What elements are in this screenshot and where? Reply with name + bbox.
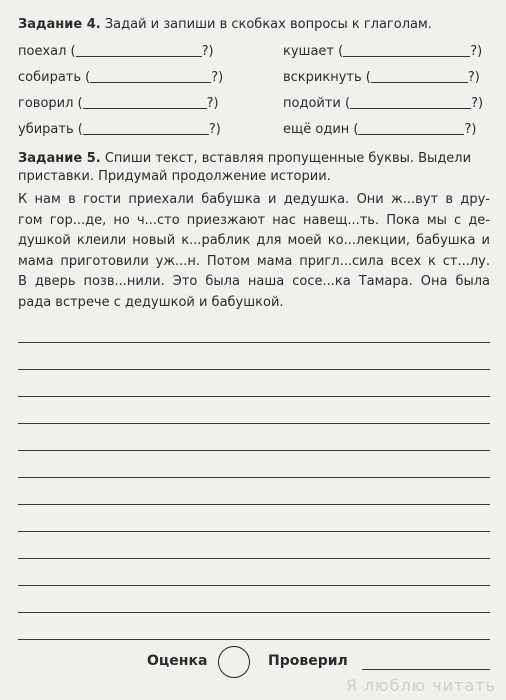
verb-label: ещё один ( xyxy=(283,122,359,137)
grade-circle[interactable] xyxy=(218,646,250,678)
text-line: рада встрече с дедушкой и бабушкой. xyxy=(18,294,284,310)
text-line: душкой клеили новый к...раблик для моей ко...лекции, бабушка и xyxy=(18,233,490,248)
verb-row xyxy=(18,70,223,86)
answer-blank[interactable] xyxy=(83,122,209,135)
watermark: Я люблю читать xyxy=(345,676,496,695)
writing-line[interactable] xyxy=(18,450,490,451)
writing-line[interactable] xyxy=(18,531,490,532)
verb-label: говорил ( xyxy=(18,96,83,111)
verb-label: убирать ( xyxy=(18,122,83,137)
verb-row xyxy=(283,70,480,86)
answer-blank[interactable] xyxy=(90,70,211,83)
answer-blank[interactable] xyxy=(83,96,207,109)
writing-line[interactable] xyxy=(18,369,490,370)
writing-line[interactable] xyxy=(18,585,490,586)
writing-line[interactable] xyxy=(18,342,490,343)
answer-blank[interactable] xyxy=(371,70,468,83)
answer-blank[interactable] xyxy=(343,44,470,57)
text-line: мама приготовили уж...н. Потом мама пригл...сила всех к ст...лу. xyxy=(18,253,490,269)
verb-row xyxy=(18,122,221,138)
question-suffix: ?) xyxy=(201,44,214,59)
question-suffix: ?) xyxy=(467,70,480,85)
task5-instruction: Спиши текст, вставляя пропущенные буквы. Выдели приставки. Придумай продолжение истории. xyxy=(18,151,472,184)
verb-row xyxy=(283,44,482,60)
verb-row xyxy=(18,44,214,60)
verb-label: кушает ( xyxy=(283,44,344,59)
question-suffix: ?) xyxy=(464,122,477,137)
task5-text xyxy=(18,190,490,313)
task5-heading xyxy=(18,150,490,186)
text-line: В дверь позв...нили. Это была наша сосе...ка Тамара. Она была xyxy=(18,274,490,289)
writing-line[interactable] xyxy=(18,504,490,505)
grade-label: Оценка xyxy=(147,653,208,669)
task4-instruction: Задай и запиши в скобках вопросы к глаголам. xyxy=(104,17,432,32)
writing-line[interactable] xyxy=(18,477,490,478)
verb-row xyxy=(283,96,483,112)
question-suffix: ?) xyxy=(471,96,484,111)
checked-by-line[interactable] xyxy=(362,669,490,670)
task5-title: Задание 5. xyxy=(18,151,101,166)
answer-blank[interactable] xyxy=(358,122,464,135)
question-suffix: ?) xyxy=(211,70,224,85)
verb-row xyxy=(283,122,476,138)
writing-line[interactable] xyxy=(18,612,490,613)
question-suffix: ?) xyxy=(470,44,483,59)
verb-label: поехал ( xyxy=(18,44,76,59)
text-line: К нам в гости приехали бабушка и дедушка. Они ж...вут в дру- xyxy=(18,192,490,207)
text-line: гом гор...де, но ч...сто приезжают нас навещ...ть. Пока мы с де- xyxy=(18,212,490,228)
question-suffix: ?) xyxy=(208,122,221,137)
writing-line[interactable] xyxy=(18,558,490,559)
answer-blank[interactable] xyxy=(350,96,471,109)
writing-line[interactable] xyxy=(18,639,490,640)
answer-blank[interactable] xyxy=(76,44,202,57)
writing-line[interactable] xyxy=(18,396,490,397)
writing-line[interactable] xyxy=(18,423,490,424)
verb-row xyxy=(18,96,219,112)
task4-title: Задание 4. xyxy=(18,17,101,32)
verb-label: собирать ( xyxy=(18,70,91,85)
question-suffix: ?) xyxy=(206,96,219,111)
verb-label: вскрикнуть ( xyxy=(283,70,371,85)
verb-label: подойти ( xyxy=(283,96,351,111)
task4-heading xyxy=(18,16,432,34)
checked-by-label: Проверил xyxy=(268,653,348,669)
